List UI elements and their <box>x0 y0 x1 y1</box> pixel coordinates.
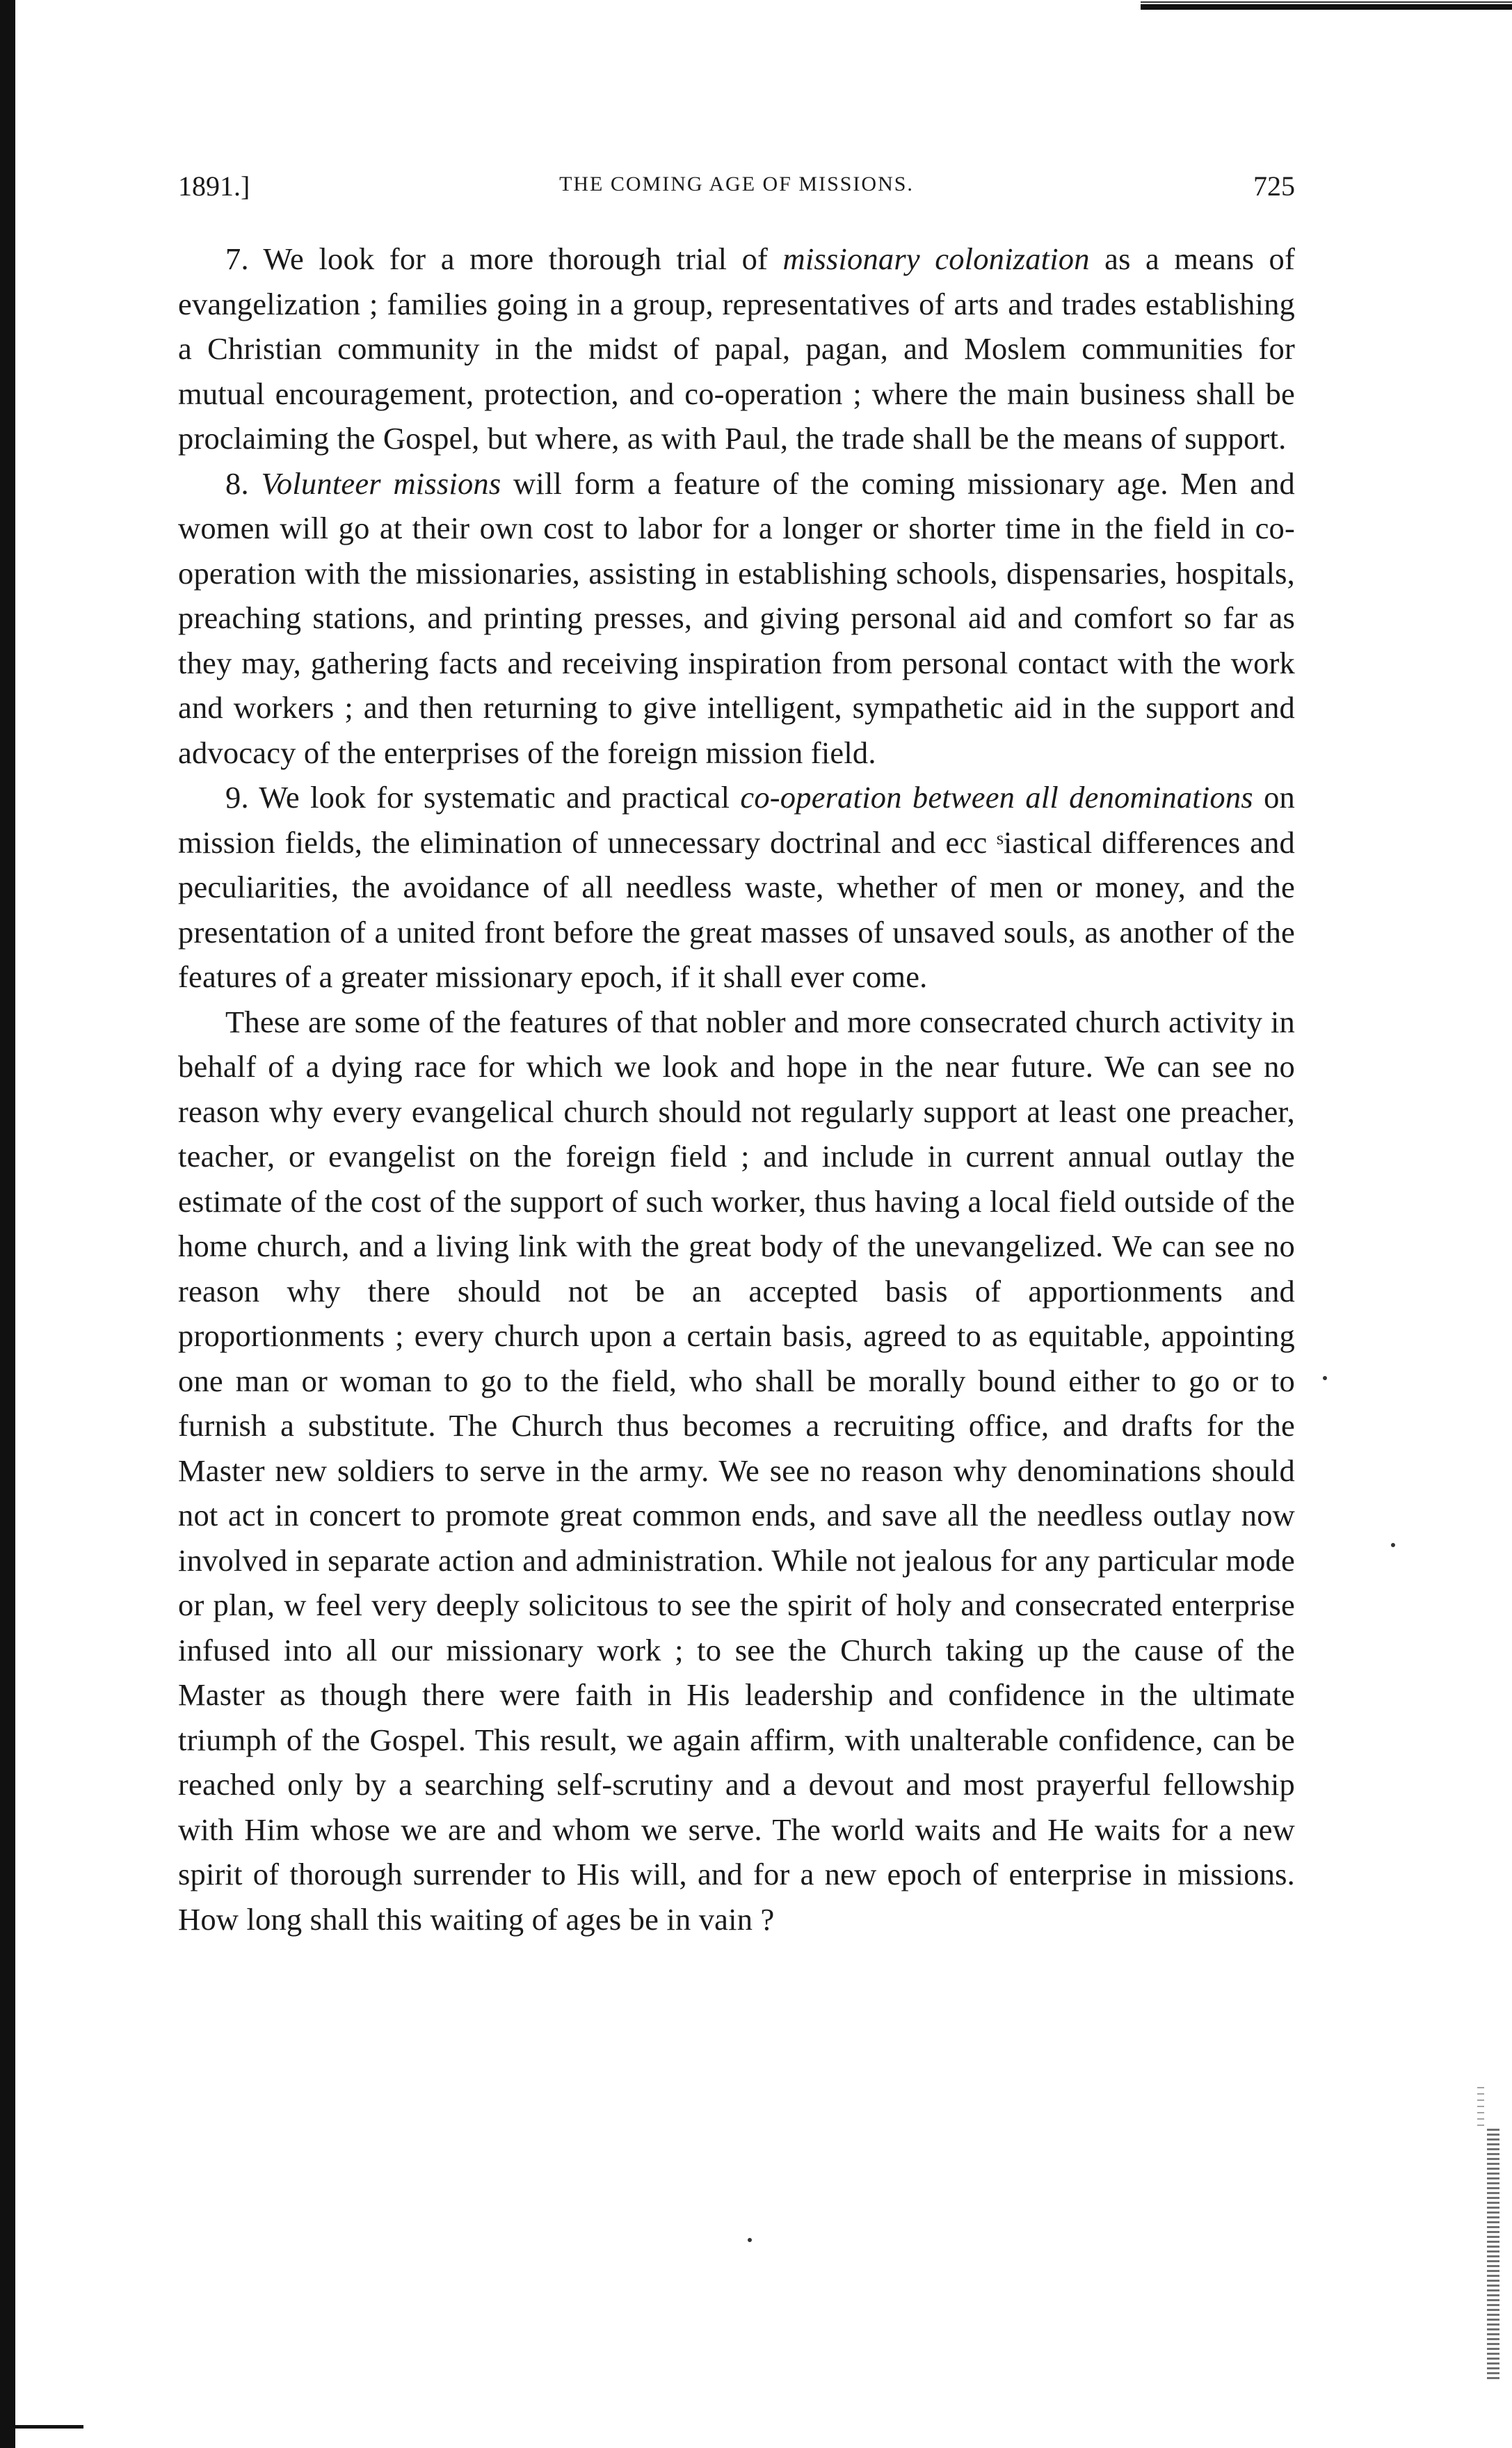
scan-edge-artifact <box>1477 2087 1484 2129</box>
emphasis: Volunteer missions <box>261 465 501 501</box>
closing-paragraph: These are some of the features of that nobler and more consecrated church activity in behalf of a dying race for which we look and hope in the near future. We can see no reason why every evangelical church should not regularly support at least one preacher, teacher, or evangelist on the foreign field ; and include in current annual outlay the estimate of the cost of the support of such worker, thus having a local field outside of the home church, and a living link with the great body of the unevangelized. We can see no reason why there should not be an accepted basis of apportionments and proportionments ; every church upon a certain basis, agreed to as equitable, appointing one man or woman to go to the field, who shall be morally bound either to go or to furnish a substitute. The Church thus becomes a recruiting office, and drafts for the Master new soldiers to serve in the army. We see no reason why denominations should not act in concert to promote great common ends, and save all the needless outlay now involved in separate action and administration. While not jealous for any particular mode or plan, w feel very deeply solicitous to see the spirit of holy and consecrated enterprise infused into all our missionary work ; to see the Church taking up the cause of the Master as though there were faith in His leadership and confidence in the ultimate triumph of the Gospel. This result, we again affirm, with unalterable confidence, can be reached only by a searching self-scrutiny and a devout and most prayerful fellowship with Him whose we are and whom we serve. The world waits and He waits for a new spirit of thorough surrender to His will, and for a new epoch of enterprise in missions. How long shall this waiting of ages be in vain ? <box>178 1004 1295 1937</box>
header-title: THE COMING AGE OF MISSIONS. <box>559 173 914 195</box>
paragraph-text: will form a feature of the coming missionary age. Men and women will go at their own cost to labor for a longer or shorter time in the field in co-operation with the missionaries, assisting in establishing schools, dispensaries, hospitals, preaching stations, and printing presses, and giving personal aid and comfort so far as they may, gathering facts and receiving inspiration from personal contact with the work and workers ; and then returning to give intelligent, sympathetic aid in the support and advocacy of the enterprises of the foreign mission field. <box>178 465 1295 770</box>
scan-speck <box>1323 1376 1327 1380</box>
scan-speck <box>748 2238 752 2242</box>
paragraph-number: 9. <box>225 780 249 815</box>
paragraph-text: We look for systematic and practical <box>259 780 741 815</box>
paragraph-number: 7. <box>225 241 249 276</box>
scan-speck <box>1391 1543 1395 1547</box>
paragraph-text: on mission fields, the elimination of unnecessary doctrinal and ecc ˢiastical differences and peculiarities, the avoidance of all needless waste, whether of men or money, and the presentation of a united front before the great masses of unsaved souls, as another of the features of a greater missionary epoch, if it shall ever come. <box>178 780 1295 994</box>
scan-top-rule <box>1141 4 1512 10</box>
page-number: 725 <box>1253 170 1295 202</box>
paragraph-text: as a means of evangelization ; families going in a group, representatives of arts and trades establishing a Christian community in the midst of papal, pagan, and Moslem communities for mutual encouragement, protection, and co-operation ; where the main business shall be proclaiming the Gospel, but where, as with Paul, the trade shall be the means of support. <box>178 241 1296 456</box>
running-header <box>178 170 1295 205</box>
scan-top-rule-thin <box>1141 1 1512 3</box>
scan-binding-foot <box>0 2425 83 2429</box>
paragraph-7 <box>178 237 1295 461</box>
emphasis: co-operation between all denominations <box>740 780 1253 815</box>
header-year: 1891.] <box>178 170 250 202</box>
paragraph-8 <box>178 461 1295 776</box>
paragraph-9 <box>178 775 1295 1000</box>
article-body <box>178 237 1295 1942</box>
paragraph-text: We look for a more thorough trial of <box>263 241 783 276</box>
paragraph-number: 8. <box>225 465 249 501</box>
scan-binding-edge <box>0 0 15 2448</box>
emphasis: missionary colonization <box>782 241 1090 276</box>
scan-edge-artifact <box>1487 2129 1499 2379</box>
